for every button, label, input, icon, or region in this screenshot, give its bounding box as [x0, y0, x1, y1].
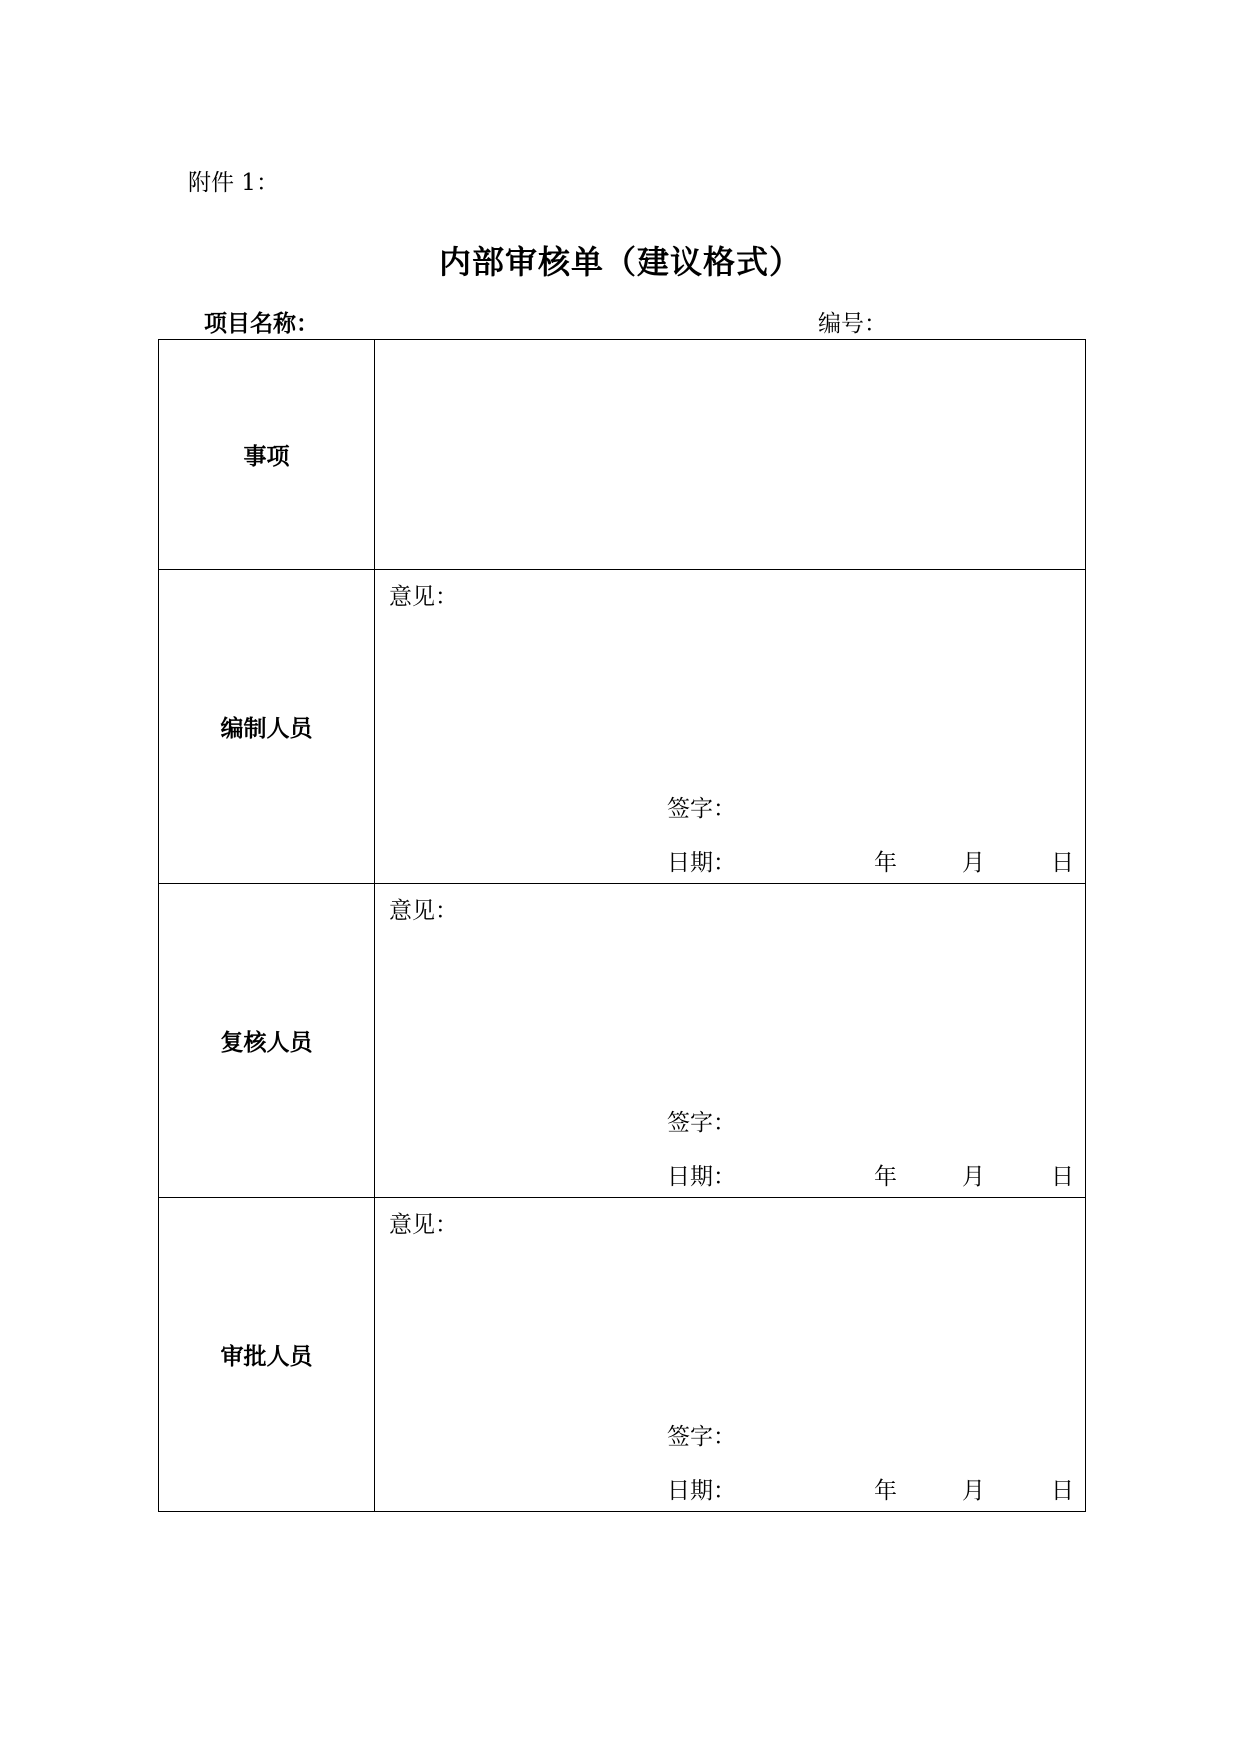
opinion-label: 意见：: [389, 584, 458, 610]
year-label: 年: [874, 1164, 897, 1190]
reviewer-content-cell[interactable]: [375, 884, 1086, 1198]
date-label: 日期：: [667, 1478, 736, 1504]
number-label: 编号：: [818, 311, 887, 337]
opinion-label: 意见：: [389, 898, 458, 924]
matter-content-cell[interactable]: [375, 340, 1086, 570]
audit-form-table: [158, 339, 1086, 1512]
opinion-label: 意见：: [389, 1212, 458, 1238]
month-label: 月: [962, 850, 985, 876]
day-label: 日: [1051, 1164, 1074, 1190]
preparer-content-cell[interactable]: [375, 570, 1086, 884]
date-label: 日期：: [667, 1164, 736, 1190]
signature-label: 签字：: [667, 796, 736, 822]
row-label-matter: 事项: [159, 340, 375, 570]
row-label-preparer: 编制人员: [159, 570, 375, 884]
month-label: 月: [962, 1164, 985, 1190]
signature-label: 签字：: [667, 1110, 736, 1136]
table-row-preparer: [159, 570, 1086, 884]
year-label: 年: [874, 850, 897, 876]
page-title: 内部审核单（建议格式）: [438, 243, 802, 281]
row-label-reviewer: 复核人员: [159, 884, 375, 1198]
table-row-approver: [159, 1198, 1086, 1512]
row-label-approver: 审批人员: [159, 1198, 375, 1512]
attachment-label: 附件 1：: [188, 170, 279, 196]
table-row-matter: [159, 340, 1086, 570]
day-label: 日: [1051, 1478, 1074, 1504]
date-label: 日期：: [667, 850, 736, 876]
month-label: 月: [962, 1478, 985, 1504]
signature-label: 签字：: [667, 1424, 736, 1450]
table-row-reviewer: [159, 884, 1086, 1198]
project-name-label: 项目名称：: [204, 311, 319, 337]
year-label: 年: [874, 1478, 897, 1504]
day-label: 日: [1051, 850, 1074, 876]
approver-content-cell[interactable]: [375, 1198, 1086, 1512]
